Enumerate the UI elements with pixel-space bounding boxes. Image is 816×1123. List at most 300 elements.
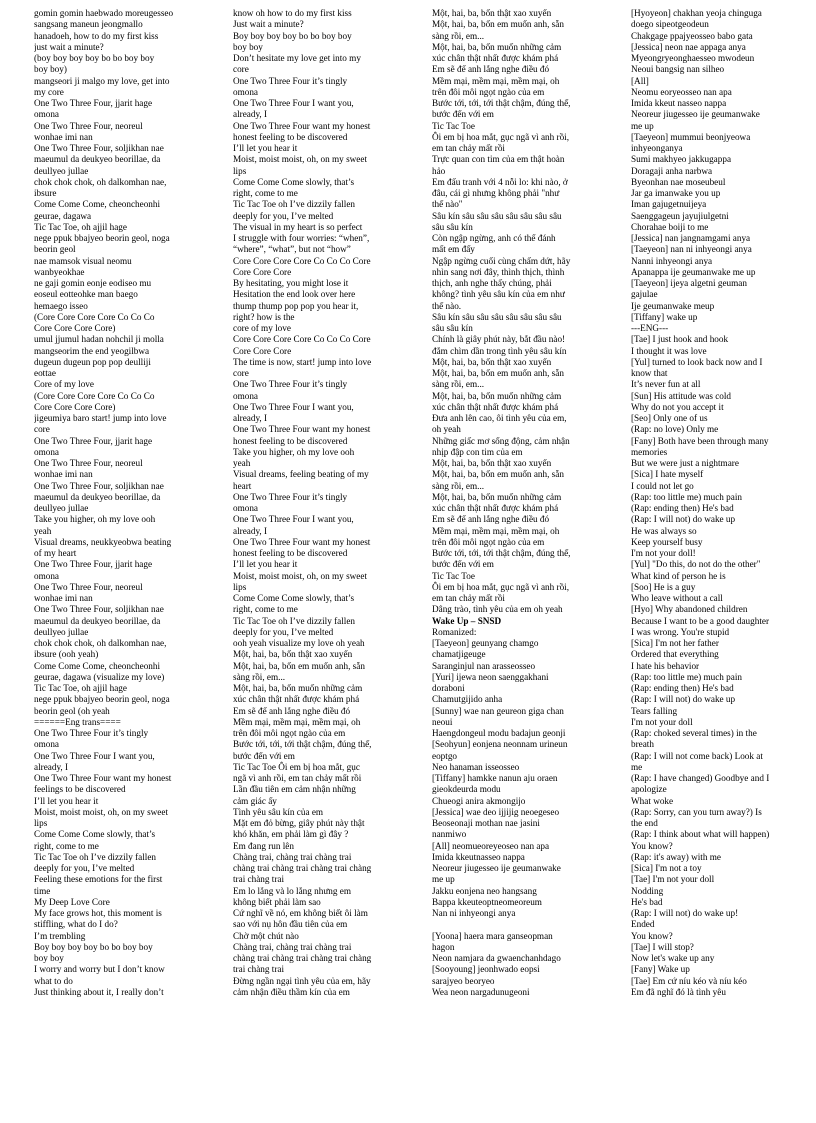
lyric-line: [Sun] His attitude was cold xyxy=(631,390,732,401)
lyric-line: right, come to me xyxy=(233,188,298,198)
lyric-line: gieokdeurda modu xyxy=(432,784,501,795)
lyric-line: geurae, dagawa (visualize my love) xyxy=(34,671,165,682)
lyric-line: know oh how to do my first kiss xyxy=(233,8,352,18)
lyric-line: beorin geol xyxy=(34,244,76,255)
lyric-line: I'm not your doll! xyxy=(631,548,696,558)
lyric-line: One Two Three Four I want you, xyxy=(233,401,354,412)
lyric-line: chamatjigeuge xyxy=(432,649,486,660)
lyric-line: [Seohyun] eonjena neonnam urineun xyxy=(432,739,568,750)
lyric-line: hagon xyxy=(432,941,455,952)
lyric-line: ibsure xyxy=(34,188,57,198)
lyric-line: Em sẽ để anh lắng nghe điều đó xyxy=(233,705,351,716)
lyric-line: omona xyxy=(233,86,259,97)
lyric-line: Tic Tac Toe, oh ajjil hage xyxy=(34,683,127,693)
lyric-line: right, come to me xyxy=(233,604,298,615)
lyric-line: It’s never fun at all xyxy=(631,379,701,390)
lyric-line: One Two Three Four it’s tingly xyxy=(233,491,348,502)
lyric-line: One Two Three Four want my honest xyxy=(34,773,172,783)
lyric-line: Neoreur jiugesseo ije geumanwake xyxy=(432,863,561,873)
lyric-line: maeumul da deukyeo beorillae, da xyxy=(34,491,161,502)
lyric-line: wonhae imi nan xyxy=(34,469,93,480)
lyric-line: (Rap: too little me) much pain xyxy=(631,491,742,502)
lyric-line: [Hyo] Why abandoned children xyxy=(631,604,748,615)
lyric-line: “where”, “what”, but not “how” xyxy=(233,244,351,255)
lyric-line: wonhae imi nan xyxy=(34,593,93,603)
lyric-line: Come Come Come slowly, that’s xyxy=(233,176,355,187)
lyric-line: Chính là giây phút này, bắt đầu nào! xyxy=(432,334,566,345)
lyric-line: Một, hai, ba, bốn muốn những cảm xyxy=(432,390,562,401)
lyric-line: ngã vì anh rồi, em tan chảy mất rồi xyxy=(233,773,362,783)
lyric-line: (Rap: ending then) He's bad xyxy=(631,683,734,693)
lyric-line: Em đang run lên xyxy=(233,840,294,851)
lyric-line: I worry and worry but I don’t know xyxy=(34,964,165,975)
lyric-line: honest feeling to be discovered xyxy=(233,131,348,142)
lyric-line: [Yuri] ijewa neon saenggakhani xyxy=(432,671,549,682)
lyric-line: One Two Three Four, soljikhan nae xyxy=(34,604,164,615)
lyric-line: bước đến với em xyxy=(432,109,494,120)
lyric-line: wonhae imi nan xyxy=(34,131,93,142)
lyric-line: Một, hai, ba, bốn thật xao xuyến xyxy=(233,649,353,660)
lyric-line: chàng trai chàng trai chàng trai chàng xyxy=(233,863,372,873)
lyric-line: (Rap: I will not come back) Look at xyxy=(631,750,763,761)
lyric-line: em tan chảy mất rồi xyxy=(432,593,505,603)
lyric-line: Byeonhan nae moseubeul xyxy=(631,176,726,187)
lyric-line: right? how is the xyxy=(233,311,295,322)
lyric-line: Chakgage ppajyeosseo babo gata xyxy=(631,30,753,41)
lyric-line: sàng rồi, em... xyxy=(233,671,286,682)
lyric-line: hanadoeh, how to do my first kiss xyxy=(34,30,159,41)
lyric-line: me up xyxy=(631,120,654,131)
lyric-line: Một, hai, ba, bốn em muốn anh, sẵn xyxy=(432,469,564,480)
lyric-line: (Rap: Sorry, can you turn away?) Is xyxy=(631,806,762,817)
lyric-line: Saranginjul nan arasseosseo xyxy=(432,660,536,671)
lyric-line: jigeumiya baro start! jump into love xyxy=(34,413,167,423)
lyric-line: Just wait a minute? xyxy=(233,19,304,30)
lyric-line: nhịp đập con tim của em xyxy=(432,446,523,457)
lyric-line: nanmiwo xyxy=(432,829,467,840)
lyric-line: Tình yêu sâu kín của em xyxy=(233,806,324,817)
lyric-line: One Two Three Four it’s tingly xyxy=(34,728,149,738)
lyric-line: Mềm mại, mềm mại, mềm mại, oh xyxy=(432,525,560,536)
lyric-line: yeah xyxy=(34,525,52,536)
lyric-line: chàng trai chàng trai chàng trai chàng xyxy=(233,953,372,963)
lyric-line: Beoseonaji mothan nae jasini xyxy=(432,818,540,828)
lyric-line: đâu, cái gì nhưng không phải "như xyxy=(432,188,560,198)
lyric-line: already, I xyxy=(233,413,268,423)
lyric-line: One Two Three Four want my honest xyxy=(233,120,371,131)
lyric-line: Keep yourself busy xyxy=(631,536,703,547)
lyric-line: thế nào" xyxy=(432,199,463,210)
lyric-line: khó khăn, em phải làm gì đây ? xyxy=(233,829,349,840)
lyric-line: gajulae xyxy=(631,289,658,300)
lyric-line: hảo xyxy=(432,165,446,176)
lyric-line: One Two Three Four, jjarit hage xyxy=(34,98,153,108)
lyric-line: Now let's wake up any xyxy=(631,953,715,963)
lyric-line: Saenggageun jayujiulgetni xyxy=(631,210,729,221)
lyric-line: Tic Tac Toe xyxy=(432,570,475,581)
lyric-line: maeumul da deukyeo beorillae, da xyxy=(34,615,161,626)
lyric-line: Bước tới, tới, tới thật chậm, đúng thế, xyxy=(233,739,372,750)
lyric-line: Lần đầu tiên em cảm nhận những xyxy=(233,784,356,795)
lyric-line: He's bad xyxy=(631,896,663,907)
lyric-line: What kind of person he is xyxy=(631,570,726,581)
lyric-line: dugeun dugeun pop pop deulliji xyxy=(34,356,151,367)
lyric-line: Một, hai, ba, bốn em muốn anh, sẵn xyxy=(432,19,564,30)
lyric-line: Come Come Come, cheoncheonhi xyxy=(34,199,161,210)
lyric-line: One Two Three Four, neoreul xyxy=(34,120,143,131)
lyric-line: know that xyxy=(631,368,668,378)
lyric-line: me xyxy=(631,761,643,772)
lyric-line: Một, hai, ba, bốn thật xao xuyến xyxy=(432,8,552,18)
lyric-line: eoptgo xyxy=(432,750,458,761)
lyric-line: But we were just a nightmare xyxy=(631,458,739,468)
lyric-line: Ôi em bị hoa mắt, gục ngã vì anh rồi, xyxy=(432,581,570,592)
lyric-line: ne gaji gomin eonje eodiseo mu xyxy=(34,278,152,288)
lyric-line: Một, hai, ba, bốn thật xao xuyến xyxy=(432,356,552,367)
lyric-line: (Core Core Core Core Co Co Co xyxy=(34,311,155,322)
lyric-line: (Rap: it's away) with me xyxy=(631,851,721,862)
lyric-line: Tic Tac Toe xyxy=(432,120,475,131)
lyric-line: Ordered that everything xyxy=(631,649,719,660)
lyric-line: Chamutgijido anha xyxy=(432,694,503,705)
lyric-line: core xyxy=(233,368,249,378)
lyric-line: Feeling these emotions for the first xyxy=(34,874,163,885)
lyric-line: Core Core Core xyxy=(233,345,292,356)
lyric-line: Đưa anh lên cao, ôi tình yêu của em, xyxy=(432,413,567,423)
lyric-line: xúc chân thật nhất được khám phá xyxy=(432,401,559,412)
lyric-line: deullyeo jullae xyxy=(34,165,89,176)
lyric-line: Em sẽ để anh lắng nghe điều đó xyxy=(432,514,550,525)
lyric-line: I hate his behavior xyxy=(631,660,700,671)
lyric-line: I was wrong. You're stupid xyxy=(631,626,730,637)
lyric-line: [Tae] I will stop? xyxy=(631,941,694,952)
lyric-line: sâu sâu kín xyxy=(432,221,473,232)
lyric-line: mangseorim the end yeogilbwa xyxy=(34,345,150,356)
lyric-line: lips xyxy=(233,165,247,176)
lyric-line: just wait a minute? xyxy=(34,41,104,52)
lyric-line: thịch, anh nghe thấy chúng, phải xyxy=(432,278,552,288)
lyric-line: I'm not your doll xyxy=(631,716,693,727)
lyric-line xyxy=(432,919,610,930)
lyric-line: heart xyxy=(233,480,252,491)
lyric-line: [Tae] I'm not your doll xyxy=(631,874,715,885)
lyric-line: already, I xyxy=(34,761,69,772)
lyric-line: geurae, dagawa xyxy=(34,210,92,221)
lyric-line: core xyxy=(233,64,249,75)
lyric-line: xúc chân thật nhất được khám phá xyxy=(233,694,360,705)
lyric-line: cảm nhận điều thầm kín của em xyxy=(233,986,350,997)
lyric-line: One Two Three Four, jjarit hage xyxy=(34,435,153,446)
lyric-line: (Rap: I think about what will happen) xyxy=(631,829,770,840)
lyric-line: ibsure (ooh yeah) xyxy=(34,649,99,660)
lyric-line: One Two Three Four, neoreul xyxy=(34,581,143,592)
lyric-line: [Taeyeon] nan ni inhyeongi anya xyxy=(631,244,752,255)
lyric-line: lips xyxy=(34,818,48,828)
lyric-line: One Two Three Four it’s tingly xyxy=(233,75,348,86)
lyric-line: Wea neon nargadunugeoni xyxy=(432,986,530,997)
lyric-line: honest feeling to be discovered xyxy=(233,435,348,446)
lyric-line: (boy boy boy boy bo bo boy boy xyxy=(34,53,155,63)
lyric-line: Because I want to be a good daughter xyxy=(631,615,770,626)
lyric-line: You know? xyxy=(631,840,673,851)
lyric-line: ======Eng trans==== xyxy=(34,716,121,727)
lyric-line: Nodding xyxy=(631,885,664,896)
lyric-line: [Sica] I hate myself xyxy=(631,469,704,480)
lyric-line: Ended xyxy=(631,919,655,930)
lyric-line: Tic Tac Toe oh I’ve dizzily fallen xyxy=(233,615,356,626)
lyric-line: One Two Three Four I want you, xyxy=(233,98,354,108)
lyric-line: boy boy xyxy=(34,953,64,963)
lyric-line: core xyxy=(34,424,50,435)
lyric-line: [Hyoyeon] chakhan yeoja chinguga xyxy=(631,8,762,18)
lyric-line: yeah xyxy=(233,458,251,468)
lyric-line: He was always so xyxy=(631,525,697,536)
lyric-line: deullyeo jullae xyxy=(34,503,89,513)
lyric-line: [Soo] He is a guy xyxy=(631,581,696,592)
lyric-line: bước đến với em xyxy=(432,559,494,570)
lyric-line: sàng rồi, em... xyxy=(432,30,485,41)
lyric-line: Visual dreams, feeling beating of my xyxy=(233,469,369,480)
lyric-line: already, I xyxy=(233,525,268,536)
lyric-line: Một, hai, ba, bốn em muốn anh, sẵn xyxy=(432,368,564,378)
lyric-line: Take you higher, oh my love ooh xyxy=(34,514,156,525)
lyric-line: Neon namjara da gwaenchanhdago xyxy=(432,953,561,963)
lyric-line: One Two Three Four, jjarit hage xyxy=(34,559,153,570)
lyric-line: One Two Three Four want my honest xyxy=(233,536,371,547)
column-3 xyxy=(432,8,610,1118)
lyric-line: oh yeah xyxy=(432,424,461,435)
lyric-line: Em sẽ để anh lắng nghe điều đó xyxy=(432,64,550,75)
lyric-line: trai chàng trai xyxy=(233,874,285,885)
lyric-line: nae mamsok visual neomu xyxy=(34,255,132,266)
lyric-line: Chàng trai, chàng trai chàng trai xyxy=(233,851,352,862)
lyric-line: My face grows hot, this moment is xyxy=(34,908,162,918)
lyric-line: the end xyxy=(631,818,658,828)
lyric-line: Moist, moist moist, oh, on my sweet xyxy=(233,570,367,581)
lyric-line: Visual dreams, neukkyeobwa beating xyxy=(34,536,172,547)
lyric-line: I’m trembling xyxy=(34,930,86,941)
lyric-line: Wake Up – SNSD xyxy=(432,615,502,626)
lyric-line: Apanappa ije geumanwake me up xyxy=(631,266,756,277)
lyric-line: Core Core Core Core) xyxy=(34,401,116,412)
lyric-line: Come Come Come slowly, that’s xyxy=(34,829,156,840)
lyric-line: me up xyxy=(432,874,455,885)
lyric-line: [Yul] "Do this, do not do the other" xyxy=(631,559,761,570)
lyric-line: Core Core Core Core Co Co Co Core xyxy=(233,334,371,345)
column-1 xyxy=(34,8,212,1118)
lyric-line: Tic Tac Toe, oh ajjil hage xyxy=(34,221,127,232)
lyric-line: One Two Three Four it’s tingly xyxy=(233,379,348,390)
lyric-line: [Jessica] wae deo ijjijig neoegeseo xyxy=(432,806,560,817)
lyric-line: Tic Tac Toe Ôi em bị hoa mắt, gục xyxy=(233,761,360,772)
lyric-line: maeumul da deukyeo beorillae, da xyxy=(34,154,161,165)
lyric-line: [Jessica] nan jangnamgami anya xyxy=(631,233,751,243)
lyric-line: Một, hai, ba, bốn muốn những cảm xyxy=(233,683,363,693)
lyric-line: memories xyxy=(631,446,668,457)
lyric-line: [Sica] I'm not a toy xyxy=(631,863,702,873)
lyric-line: neoui xyxy=(432,716,453,727)
lyric-line: apologize xyxy=(631,784,667,795)
lyric-line: Sumi makhyeo jakkugappa xyxy=(631,154,732,165)
lyric-line: Tears falling xyxy=(631,705,678,716)
lyric-line: Em lo lắng và lo lắng nhưng em xyxy=(233,885,352,896)
lyric-line: One Two Three Four, soljikhan nae xyxy=(34,143,164,153)
lyric-line: deullyeo jullae xyxy=(34,626,89,637)
lyric-line: [Tiffany] hamkke nanun aju oraen xyxy=(432,773,558,783)
lyric-line: [Taeyeon] mummui beonjyeowa xyxy=(631,131,751,142)
lyric-line: sarajyeo beoryeo xyxy=(432,975,495,986)
lyric-line: I could not let go xyxy=(631,480,694,491)
lyric-line: [Jessica] neon nae appaga anya xyxy=(631,41,746,52)
document-page xyxy=(34,8,804,1118)
lyric-line: sangsang maneun jeongmallo xyxy=(34,19,143,30)
lyric-line: Neo hanaman isseosseo xyxy=(432,761,520,772)
lyric-line: cảm giác ấy xyxy=(233,795,277,806)
lyric-line: Ije geumanwake meup xyxy=(631,300,715,311)
lyric-line: Ôi em bị hoa mắt, gục ngã vì anh rồi, xyxy=(432,131,570,142)
lyric-line: (Rap: ending then) He's bad xyxy=(631,503,734,513)
lyric-line: Why do not you accept it xyxy=(631,401,724,412)
lyric-line: already, I xyxy=(233,109,268,120)
lyric-line: Em đã nghĩ đó là tình yêu xyxy=(631,986,726,997)
lyric-line: Take you higher, oh my love ooh xyxy=(233,446,355,457)
lyric-line: umul jjumul hadan nohchil ji molla xyxy=(34,334,164,345)
lyric-line: trên đôi môi ngọt ngào của em xyxy=(432,536,545,547)
lyric-line: doego sipeotgeodeun xyxy=(631,19,709,30)
lyric-line: [Tae] Em cứ níu kéo và níu kéo xyxy=(631,975,747,986)
lyric-line: feelings to be discovered xyxy=(34,784,126,795)
lyric-line: nege ppuk bbajyeo beorin geol, noga xyxy=(34,233,170,243)
lyric-line: [Fany] Wake up xyxy=(631,964,690,975)
lyric-line: I’ll let you hear it xyxy=(34,795,99,806)
lyric-line: omona xyxy=(34,446,60,457)
lyric-line: [Taeyeon] ijeya algetni geuman xyxy=(631,278,747,288)
lyric-line: [Seo] Only one of us xyxy=(631,413,708,423)
lyric-line: Một, hai, ba, bốn thật xao xuyến xyxy=(432,458,552,468)
lyric-line: trai chàng trai xyxy=(233,964,285,975)
lyric-line: core of my love xyxy=(233,323,291,333)
lyric-line: không biết phải làm sao xyxy=(233,896,321,907)
lyric-line: Em đấu tranh với 4 nỗi lo: khi nào, ở xyxy=(432,176,568,187)
lyric-line: chok chok chok, oh dalkomhan nae, xyxy=(34,638,167,648)
lyric-line: Neoui bangsig nan silheo xyxy=(631,64,725,75)
lyric-line: of my heart xyxy=(34,548,77,558)
lyric-line: Just thinking about it, I really don’t xyxy=(34,986,164,997)
lyric-line: Sâu kín sâu sâu sâu sâu sâu sâu sâu xyxy=(432,210,562,221)
lyric-line: Haengdongeul modu badajun geonji xyxy=(432,728,566,738)
lyric-line: Đừng ngần ngại tình yêu của em, hãy xyxy=(233,975,371,986)
lyric-line: Cứ nghĩ về nó, em không biết ôi làm xyxy=(233,908,368,918)
lyric-line: Trực quan con tim của em thật hoàn xyxy=(432,154,565,165)
lyric-line: xúc chân thật nhất được khám phá xyxy=(432,503,559,513)
lyric-line: sao với nụ hôn đầu tiên của em xyxy=(233,919,348,930)
lyric-line: Tic Tac Toe oh I’ve dizzily fallen xyxy=(233,199,356,210)
lyric-line: ooh yeah visualize my love oh yeah xyxy=(233,638,365,648)
lyric-line: Core of my love xyxy=(34,379,94,390)
lyric-line: Core Core Core Core) xyxy=(34,323,116,333)
lyric-line: eottae xyxy=(34,368,56,378)
lyric-line: Mềm mại, mềm mại, mềm mại, oh xyxy=(233,716,361,727)
lyric-line: [All] neomueoreyeoseo nan apa xyxy=(432,840,550,851)
lyric-line: deeply for you, I’ve melted xyxy=(233,210,334,221)
lyric-line: gomin gomin haebwado moreugesseo xyxy=(34,8,174,18)
lyric-line: (Core Core Core Core Co Co Co xyxy=(34,390,155,401)
lyric-line: (Rap: no love) Only me xyxy=(631,424,719,435)
lyric-line: Boy boy boy boy bo bo boy boy xyxy=(233,30,352,41)
lyric-line: [All] xyxy=(631,75,649,86)
lyric-line: You know? xyxy=(631,930,673,941)
lyric-line: My Deep Love Core xyxy=(34,896,110,907)
lyric-line: One Two Three Four, neoreul xyxy=(34,458,143,468)
lyric-line: Who leave without a call xyxy=(631,593,723,603)
lyric-line: The visual in my heart is so perfect xyxy=(233,221,363,232)
lyric-line: [Sica] I'm not her father xyxy=(631,638,719,648)
column-2 xyxy=(233,8,411,1118)
lyric-line: [Fany] Both have been through many xyxy=(631,435,769,446)
lyric-line: hemaego isseo xyxy=(34,300,88,311)
lyric-line: xúc chân thật nhất được khám phá xyxy=(432,53,559,63)
lyric-line: Come Come Come slowly, that’s xyxy=(233,593,355,603)
lyric-line: Chàng trai, chàng trai chàng trai xyxy=(233,941,352,952)
lyric-line: omona xyxy=(233,503,259,513)
lyric-line: omona xyxy=(34,570,60,581)
lyric-line: deeply for you, I’ve melted xyxy=(233,626,334,637)
lyric-line: Sâu kín sâu sâu sâu sâu sâu sâu sâu xyxy=(432,311,562,322)
lyric-line: deeply for you, I’ve melted xyxy=(34,863,135,873)
lyric-line: nege ppuk bbajyeo beorin geol, noga xyxy=(34,694,170,705)
lyric-line: (Rap: I will not) do wake up! xyxy=(631,908,739,918)
lyric-line: Jakku eonjena neo hangsang xyxy=(432,885,537,896)
lyric-line: my core xyxy=(34,86,64,97)
lyric-line: (Rap: I have changed) Goodbye and I xyxy=(631,773,770,783)
lyric-line: I thought it was love xyxy=(631,345,707,356)
lyric-line: Nan ni inhyeongi anya xyxy=(432,908,516,918)
lyric-line: inhyeonganya xyxy=(631,143,683,153)
lyric-line: [Sunny] wae nan geureon giga chan xyxy=(432,705,564,716)
lyric-line: breath xyxy=(631,739,654,750)
lyric-line: mangseori ji malgo my love, get into xyxy=(34,75,170,86)
lyric-line: right, come to me xyxy=(34,840,99,851)
lyric-line: nhìn sang nơi đây, thình thịch, thình xyxy=(432,266,565,277)
lyric-line: thế nào. xyxy=(432,300,462,311)
lyric-line: Moist, moist moist, oh, on my sweet xyxy=(233,154,367,165)
lyric-line: The time is now, start! jump into love xyxy=(233,356,372,367)
lyric-line: trên đôi môi ngọt ngào của em xyxy=(432,86,545,97)
lyric-line: Romanized: xyxy=(432,626,477,637)
lyric-line: Mềm mại, mềm mại, mềm mại, oh xyxy=(432,75,560,86)
lyric-line: ---ENG--- xyxy=(631,323,669,333)
column-4 xyxy=(631,8,809,1118)
lyric-line: I’ll let you hear it xyxy=(233,559,298,570)
lyric-line: boy boy xyxy=(233,41,263,52)
lyric-line: Hesitation the end look over here xyxy=(233,289,356,300)
lyric-line: [Tiffany] wake up xyxy=(631,311,698,322)
lyric-line: lips xyxy=(233,581,247,592)
lyric-line: Neoreur jiugesseo ije geumanwake xyxy=(631,109,760,120)
lyric-line: Ngập ngừng cuối cùng chấm dứt, hãy xyxy=(432,255,571,266)
lyric-line: I struggle with four worries: “when”, xyxy=(233,233,370,243)
lyric-line: Dâng trào, tình yêu của em oh yeah xyxy=(432,604,563,615)
lyric-line: doraboni xyxy=(432,683,465,693)
lyric-line: sàng rồi, em... xyxy=(432,480,485,491)
lyric-line: em tan chảy mất rồi xyxy=(432,143,505,153)
lyric-line: sàng rồi, em... xyxy=(432,379,485,390)
lyric-line: Imida kkeut nasseo nappa xyxy=(631,98,727,108)
lyric-line: Một, hai, ba, bốn em muốn anh, sẵn xyxy=(233,660,365,671)
lyric-line: Jar ga imanwake you up xyxy=(631,188,721,198)
lyric-line: Boy boy boy boy bo bo boy boy xyxy=(34,941,153,952)
lyric-line: wanbyeokhae xyxy=(34,266,85,277)
